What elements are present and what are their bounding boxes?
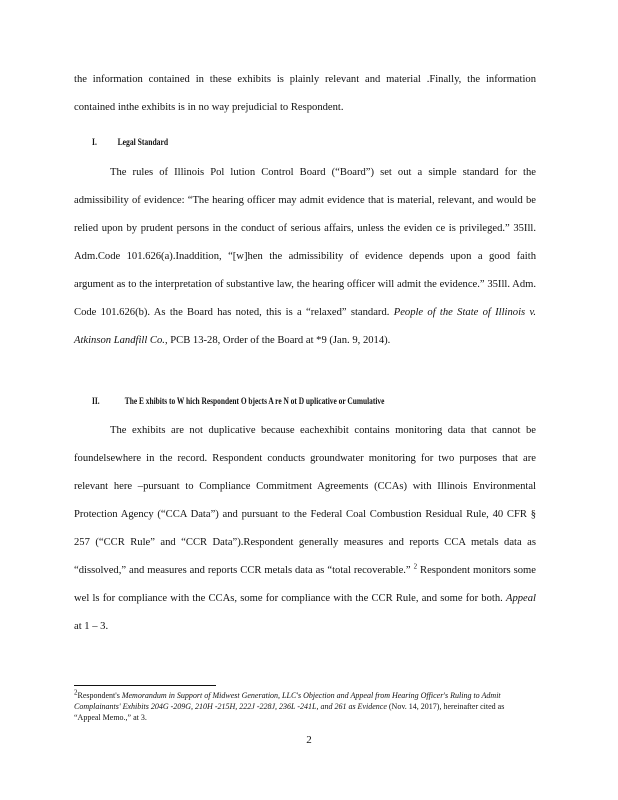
appeal-citation: Appeal [505, 593, 536, 604]
appeal-citation-tail: at 1 – 3. [74, 621, 109, 632]
exhibits-text: The exhibits are not duplicative because eachexhibit contains monitoring data that cannot be foundelsewhere in the record. Respondent conducts groundwater monitoring for two purposes that are relevant here –pursuant to Compliance Commitment Agreements (CCAs) with Illinois Environmental Protection Agency (“CCA Data”) and pursuant to the Federal Coal Combustion Residual Rule, 40 CFR § 257 (“CCR Rule” and “CCR Data”).Respondent generally measures and reports CCA metals data as “dissolved,” and measures and reports CCR metals data as “total recoverable.” [74, 425, 536, 576]
section-heading-exhibits [92, 397, 384, 407]
footnote-tail: (Nov. 14, 2017), hereinafter cited as “Appeal Memo.,” at 3. [74, 702, 505, 722]
exhibits-paragraph [74, 417, 536, 641]
section-title: Legal Standard [117, 138, 169, 148]
footnote-title: Memorandum in Support of Midwest Generation, LLC's Objection and Appeal from Hearing Officer's Ruling to Admit Complainants' Exhibits 204G -209G, 210H -215H, 222J -228J, 236L -241L, and 261 as Evidence [74, 691, 501, 711]
section-heading-legal-standard [92, 138, 168, 148]
footnote-lead: Respondent's [77, 691, 122, 700]
intro-text: the information contained in these exhibits is plainly relevant and material .Finally, the information contained inthe exhibits is in no way prejudicial to Respondent. [74, 74, 536, 113]
legal-standard-text: The rules of Illinois Pol lution Control Board (“Board”) set out a simple standard for the admissibility of evidence: “The hearing officer may admit evidence that is material, relevant, and would be relied upon by prudent persons in the conduct of serious affairs, unless the eviden ce is privileged.” 35Ill. Adm.Code 101.626(a).Inaddition, “[w]hen the admissibility of evidence depends upon a good faith argument as to the interpretation of substantive law, the hearing officer will admit the evidence.” 35Ill. Adm. Code 101.626(b). As the Board has noted, this is a “relaxed” standard. [74, 167, 536, 318]
footnote-marker: 2 [74, 688, 78, 697]
section-number: II. [92, 397, 100, 407]
page-number: 2 [306, 734, 312, 746]
footnote [74, 690, 514, 723]
exhibits-text-continued: Respondent monitors some wel ls for compliance with the CCAs, some for compliance with the CCR Rule, and some for both. [74, 565, 536, 604]
citation-tail: , PCB 13-28, Order of the Board at *9 (Jan. 9, 2014). [164, 335, 391, 346]
footnote-reference[interactable]: 2 [413, 562, 418, 571]
intro-paragraph [74, 66, 536, 122]
section-number: I. [92, 138, 97, 148]
footnote-divider [74, 685, 216, 686]
case-citation: People of the State of Illinois v. Atkinson Landfill Co. [74, 307, 537, 346]
legal-standard-paragraph [74, 159, 536, 355]
section-title: The E xhibits to W hich Respondent O bjects A re N ot D uplicative or Cumulative [124, 397, 385, 407]
